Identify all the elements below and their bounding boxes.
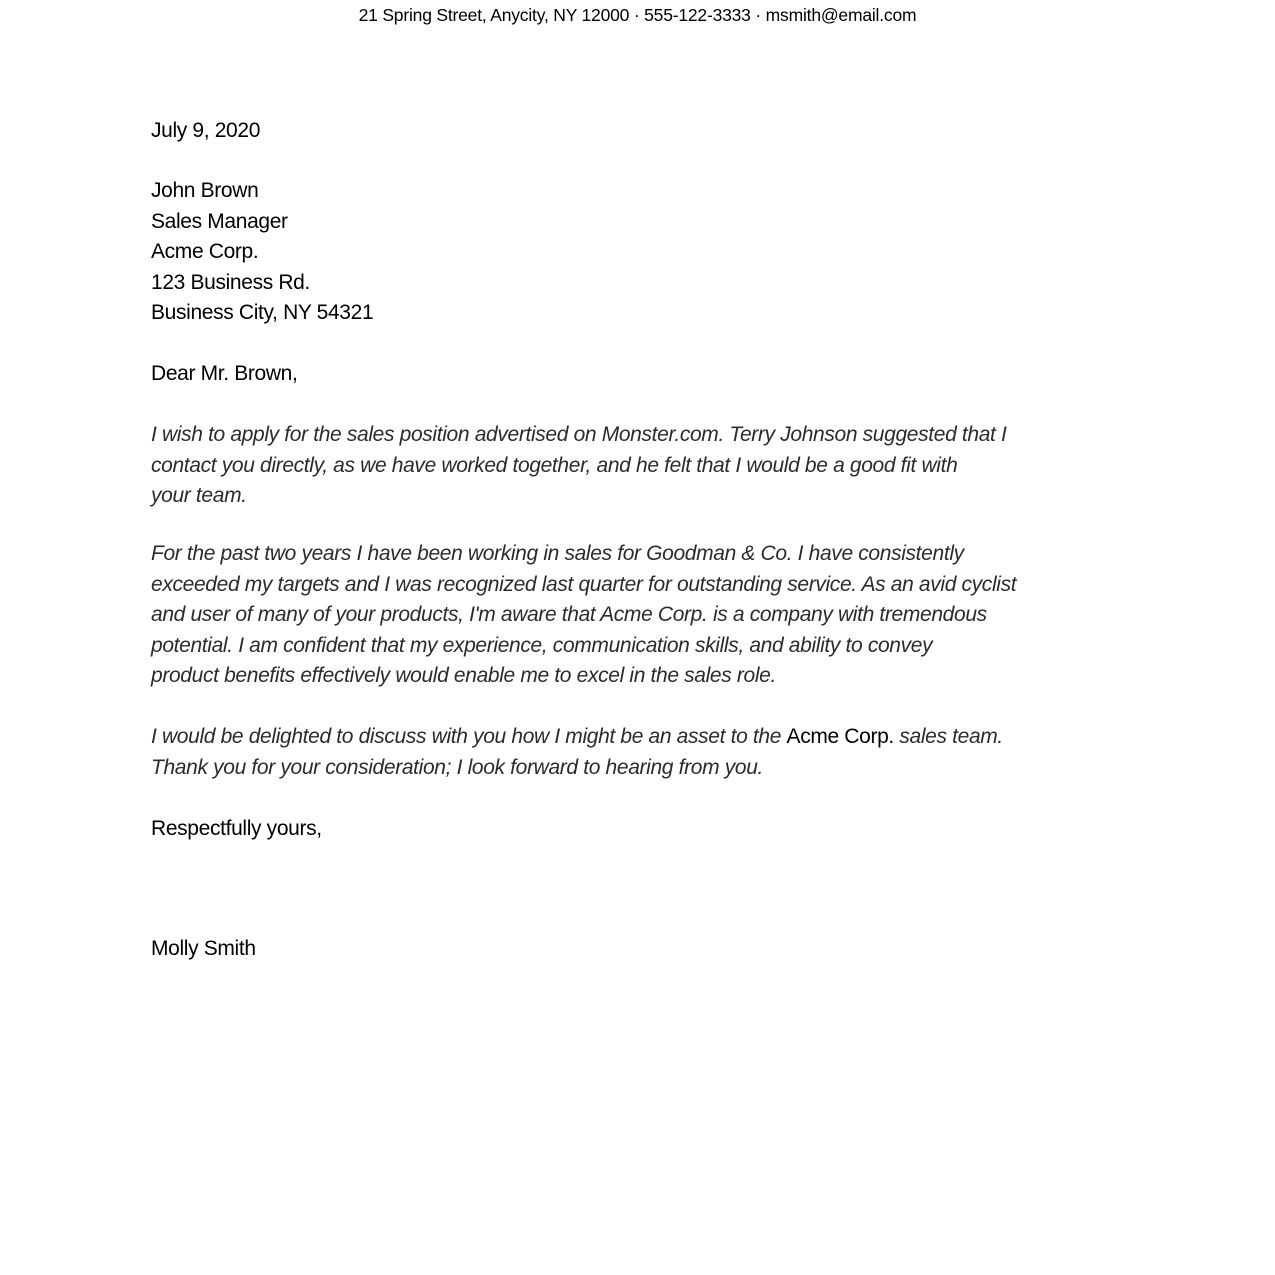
paragraph-line xyxy=(151,722,1003,753)
paragraph-line: product benefits effectively would enable me to excel in the sales role. xyxy=(151,664,777,687)
paragraph-line: For the past two years I have been working in sales for Goodman & Co. I have consistently xyxy=(151,542,964,565)
sender-contact-info: 21 Spring Street, Anycity, NY 12000 · 555-122-3333 · msmith@email.com xyxy=(358,5,917,25)
recipient-title: Sales Manager xyxy=(151,209,288,233)
body-paragraph-3 xyxy=(151,722,1003,783)
recipient-street: 123 Business Rd. xyxy=(151,270,310,294)
paragraph-text: sales team. xyxy=(893,725,1003,748)
company-name: Acme Corp. xyxy=(786,725,894,748)
paragraph-line: Thank you for your consideration; I look forward to hearing from you. xyxy=(151,755,764,779)
paragraph-line: and user of many of your products, I'm aware that Acme Corp. is a company with tremendous xyxy=(151,603,987,626)
paragraph-text: I would be delighted to discuss with you how I might be an asset to the xyxy=(151,725,787,748)
recipient-address xyxy=(151,176,373,329)
body-paragraph-2 xyxy=(151,539,1016,692)
closing: Respectfully yours, xyxy=(151,817,322,840)
paragraph-line: your team. xyxy=(151,484,247,507)
letter-date: July 9, 2020 xyxy=(151,119,261,142)
salutation: Dear Mr. Brown, xyxy=(151,362,298,385)
paragraph-line: potential. I am confident that my experience, communication skills, and ability to convey xyxy=(151,633,933,657)
recipient-city: Business City, NY 54321 xyxy=(151,301,374,324)
recipient-company: Acme Corp. xyxy=(151,240,259,263)
paragraph-line: exceeded my targets and I was recognized last quarter for outstanding service. As an avid cyclist xyxy=(151,572,1017,596)
paragraph-line: contact you directly, as we have worked together, and he felt that I would be a good fit with xyxy=(151,453,958,477)
recipient-name: John Brown xyxy=(151,179,259,202)
paragraph-line: I wish to apply for the sales position advertised on Monster.com. Terry Johnson suggested that I xyxy=(151,423,1007,446)
body-paragraph-1 xyxy=(151,420,1007,512)
signature-name: Molly Smith xyxy=(151,937,256,960)
